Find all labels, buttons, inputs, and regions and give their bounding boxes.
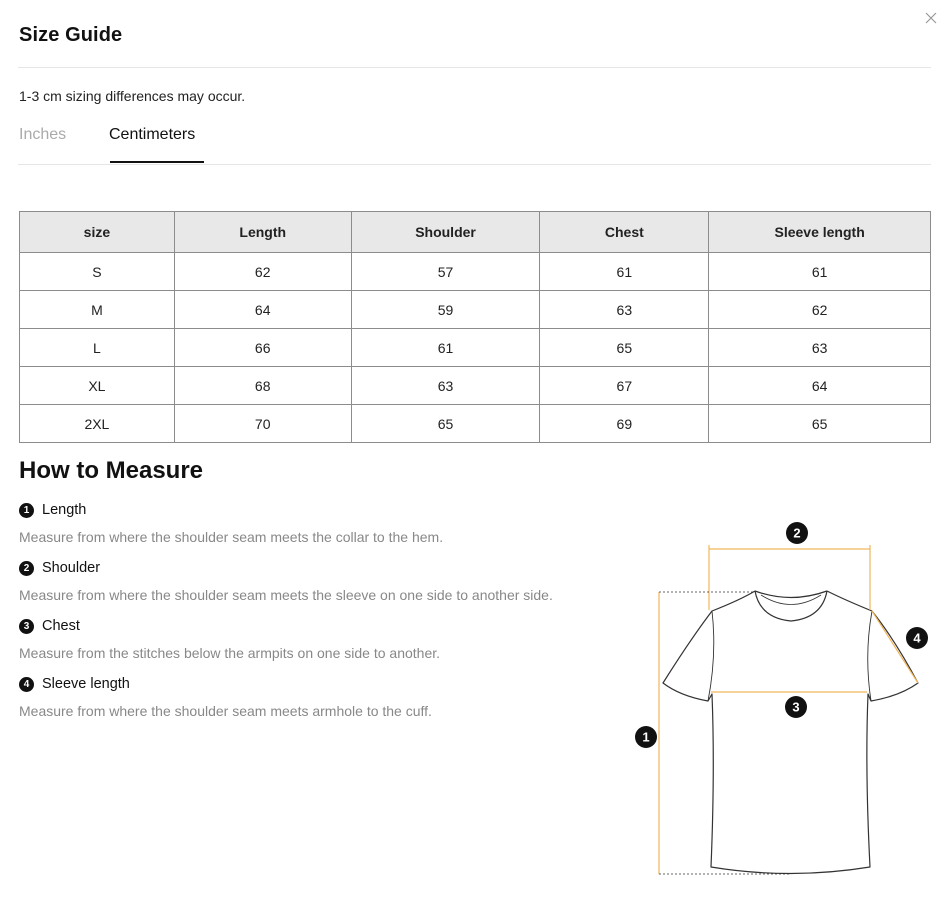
table-cell: 64 xyxy=(174,291,351,329)
column-header: Length xyxy=(174,212,351,253)
table-cell: 62 xyxy=(709,291,931,329)
step-label: Shoulder xyxy=(42,560,101,576)
table-cell: 64 xyxy=(709,367,931,405)
number-badge-icon: 2 xyxy=(19,561,34,576)
table-cell: 61 xyxy=(540,253,709,291)
close-icon xyxy=(925,12,937,24)
size-table xyxy=(19,211,931,443)
how-to-measure-title: How to Measure xyxy=(19,457,204,484)
unit-tabs xyxy=(18,126,931,165)
table-cell: L xyxy=(20,329,175,367)
marker-label: 2 xyxy=(793,525,801,541)
step-description: Measure from the stitches below the armpits on one side to another. xyxy=(19,645,441,661)
measure-step-length xyxy=(19,500,619,558)
table-cell: 63 xyxy=(351,367,540,405)
table-cell: 61 xyxy=(709,253,931,291)
table-row xyxy=(20,253,931,291)
number-badge-icon: 1 xyxy=(19,503,34,518)
marker-label: 1 xyxy=(642,729,650,745)
table-row xyxy=(20,367,931,405)
marker-label: 4 xyxy=(913,630,921,646)
table-cell: 63 xyxy=(709,329,931,367)
table-cell: 59 xyxy=(351,291,540,329)
table-row xyxy=(20,329,931,367)
step-label: Chest xyxy=(42,618,80,634)
table-cell: 66 xyxy=(174,329,351,367)
table-cell: 69 xyxy=(540,405,709,443)
table-header-row xyxy=(20,212,931,253)
step-description: Measure from where the shoulder seam meets the collar to the hem. xyxy=(19,529,444,545)
table-cell: S xyxy=(20,253,175,291)
step-label: Sleeve length xyxy=(42,676,130,692)
table-cell: 65 xyxy=(709,405,931,443)
column-header: Chest xyxy=(540,212,709,253)
marker-2-icon xyxy=(786,522,808,544)
number-badge-icon: 3 xyxy=(19,619,34,634)
step-label: Length xyxy=(42,502,87,518)
table-row xyxy=(20,405,931,443)
step-description: Measure from where the shoulder seam meets armhole to the cuff. xyxy=(19,703,432,719)
sizing-note: 1-3 cm sizing differences may occur. xyxy=(19,88,246,104)
tab-centimeters[interactable]: Centimeters xyxy=(109,126,196,143)
table-cell: XL xyxy=(20,367,175,405)
measure-step-chest xyxy=(19,616,619,674)
table-cell: 68 xyxy=(174,367,351,405)
table-cell: 67 xyxy=(540,367,709,405)
table-cell: 65 xyxy=(540,329,709,367)
step-description: Measure from where the shoulder seam meets the sleeve on one side to another side. xyxy=(19,587,553,603)
marker-label: 3 xyxy=(792,699,800,715)
column-header: Shoulder xyxy=(351,212,540,253)
measure-steps xyxy=(19,500,619,732)
table-cell: 2XL xyxy=(20,405,175,443)
measure-step-shoulder xyxy=(19,558,619,616)
column-header: Sleeve length xyxy=(709,212,931,253)
close-button[interactable] xyxy=(921,8,941,28)
tshirt-diagram xyxy=(620,510,940,890)
marker-3-icon xyxy=(785,696,807,718)
header-divider xyxy=(18,67,931,68)
table-cell: 65 xyxy=(351,405,540,443)
tshirt-icon xyxy=(663,591,918,874)
marker-4-icon xyxy=(906,627,928,649)
table-row xyxy=(20,291,931,329)
table-cell: M xyxy=(20,291,175,329)
table-cell: 61 xyxy=(351,329,540,367)
measure-step-sleeve-length xyxy=(19,674,619,732)
table-cell: 57 xyxy=(351,253,540,291)
number-badge-icon: 4 xyxy=(19,677,34,692)
table-cell: 63 xyxy=(540,291,709,329)
column-header: size xyxy=(20,212,175,253)
table-cell: 70 xyxy=(174,405,351,443)
tab-inches[interactable]: Inches xyxy=(19,126,67,143)
active-tab-indicator xyxy=(110,161,204,163)
marker-1-icon xyxy=(635,726,657,748)
table-cell: 62 xyxy=(174,253,351,291)
modal-title: Size Guide xyxy=(19,24,123,46)
